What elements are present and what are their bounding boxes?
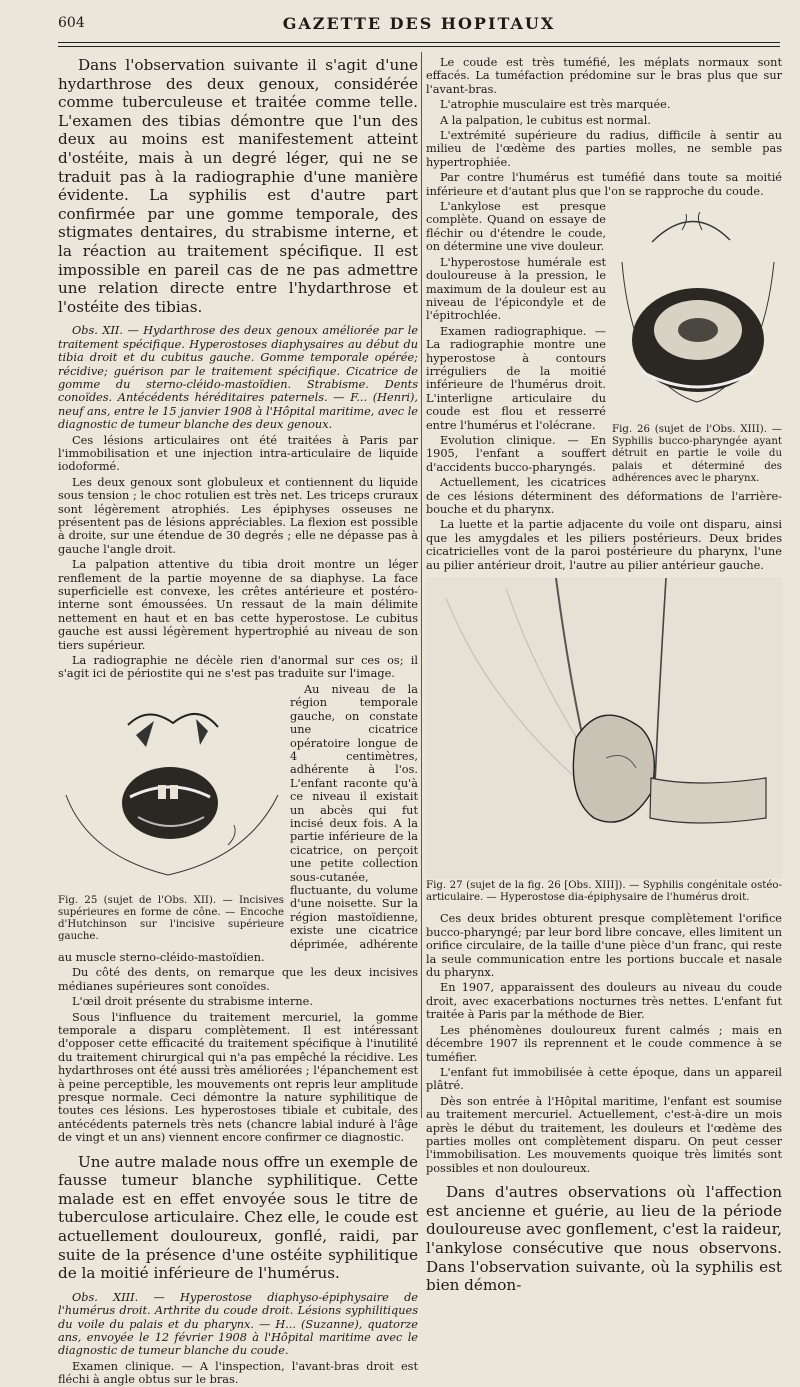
paragraph: L'enfant fut immobilisée à cette époque, dans un appareil plâtré. (426, 1065, 782, 1093)
paragraph: L'hyperostose humérale est douloureuse à la pression, le maximum de la douleur est au niveau de l'épicondyle et de l'épitrochlée. (426, 255, 606, 323)
right-column (426, 56, 782, 1295)
section-paragraph: Une autre malade nous offre un exemple de fausse tumeur blanche syphilitique. Cette malade est en effet envoyée sous le titre de tuberculose articulaire. Chez elle, le coude est actuellement douloureux, gonflé, raidi, par suite de la présence d'une ostéite syphilitique de la moitié inférieure de l'humérus. (58, 1152, 418, 1283)
paragraph: L'atrophie musculaire est très marquée. (440, 98, 671, 112)
intro-paragraph: Dans l'observation suivante il s'agit d'une hydarthrose des deux genoux, considérée comme tuberculeuse et traitée comme telle. L'examen des tibias démontre que l'un des deux au moins est manifestement atteint d'ostéite, mais à un degré léger, qui ne se traduit pas à la radiographie d'une manière évidente. La syphilis est d'autre part confirmée par une gomme temporale, des stigmates dentaires, du strabisme interne, et la réaction au traitement spécifique. Il est impossible en pareil cas de ne pas admettre une relation directe entre l'hydarthrose et l'ostéite des tibias. (58, 56, 418, 316)
left-column (58, 56, 418, 1387)
paragraph: Ces lésions articulaires ont été traitées à Paris par l'immobilisation et une injection intra-articulaire de liquide iodoformé. (58, 433, 418, 474)
paragraph: A la palpation, le cubitus est normal. (440, 113, 651, 127)
paragraph: Par contre l'humérus est tuméfié dans toute sa moitié inférieure et d'autant plus que l'on se rapproche du coude. (426, 171, 782, 198)
paragraph: Sous l'influence du traitement mercuriel, la gomme temporale a disparu complètement. Il est intéressant d'opposer cette efficacité du traitement spécifique à l'inutilité du traitement chirurgical qui n'a pas empêché la récidive. Les hydarthroses ont été aussi très améliorées ; l'épanchement est à peine perceptible, les mouvements ont repris leur amplitude presque normale. Ceci démontre la nature syphilitique de toutes ces lésions. Les hyperostoses tibiale et cubitale, des antécédents paternels très nets (chancre labial induré à l'âge de vingt et un ans) viennent encore confirmer ce diagnostic. (58, 1010, 418, 1145)
paragraph: Les deux genoux sont globuleux et contiennent du liquide sous tension ; le choc rotulien est très net. Les triceps cruraux sont légèrement atrophiés. Les épiphyses osseuses ne présentent pas de lésions appréciables. La flexion est possible à droite, sur une étendue de 30 degrés ; elle ne dépasse pas à gauche l'angle droit. (58, 475, 418, 556)
column-divider (421, 52, 422, 1118)
paragraph: Examen clinique. — A l'inspection, l'avant-bras droit est fléchi à angle obtus sur le bras. (58, 1359, 418, 1387)
obs-12-heading: Obs. XII. — Hydarthrose des deux genoux améliorée par le traitement spécifique. Hyperostoses diaphysaires au début du tibia droit et du cubitus gauche. Gomme temporale opérée; récidive; guérison par le traitement spécifique. Cicatrice de gomme du sterno-cléido-mastoïdien. Strabisme. Dents conoïdes. Antécédents héréditaires paternels. — F... (Henri), neuf ans, entre le 15 janvier 1908 à l'Hôpital maritime, avec le diagnostic de tumeur blanche des deux genoux. (58, 324, 418, 432)
paragraph: Le coude est très tuméfié, les méplats normaux sont effacés. La tuméfaction prédomine sur le bras plus que sur l'avant-bras. (426, 56, 782, 96)
page-number: 604 (58, 15, 85, 31)
header-rule-bottom (58, 46, 780, 47)
paragraph: Du côté des dents, on remarque que les deux incisives médianes supérieures sont conoïdes. (58, 966, 418, 993)
paragraph: L'extrémité supérieure du radius, difficile à sentir au milieu de l'œdème des parties molles, ne semble pas hypertrophiée. (426, 129, 782, 169)
paragraph: Dès son entrée à l'Hôpital maritime, l'enfant est soumise au traitement mercuriel. Actuellement, c'est-à-dire un mois après le début du traitement, les douleurs et l'œdème des parties molles ont complètement disparu. On peut cesser l'immobilisation. Les mouvements quoique très limités sont possibles et non douloureux. (426, 1094, 782, 1175)
figure-27-radiograph (426, 578, 782, 878)
paragraph: Evolution clinique. — En 1905, l'enfant a souffert d'accidents bucco-pharyngés. (426, 433, 606, 474)
paragraph: Examen radiographique. — La radiographie montre une hyperostose à contours irréguliers de la moitié inférieure de l'humérus droit. L'interligne articulaire du coude est flou et resserré entre l'humérus et l'olécrane. (426, 324, 606, 432)
paragraph: L'œil droit présente du strabisme interne. (72, 995, 313, 1009)
figure-26-drawing (612, 202, 782, 424)
figure-27 (426, 578, 782, 878)
paragraph: La radiographie ne décèle rien d'anormal sur ces os; il s'agit ici de périostite qui ne s'est pas traduite sur l'image. (58, 654, 418, 681)
figure-26-caption: Fig. 26 (sujet de l'Obs. XIII). — Syphilis bucco-pharyngée ayant détruit en partie le voile du palais et déterminé des adhérences avec le pharynx. (612, 424, 782, 484)
paragraph: Ces deux brides obturent presque complètement l'orifice bucco-pharyngé; par leur bord libre concave, elles limitent un orifice circulaire, de la taille d'une pièce d'un franc, qui reste la seule communication entre les portions buccale et nasale du pharynx. (426, 912, 782, 980)
obs-13-heading: Obs. XIII. — Hyperostose diaphyso-épiphysaire de l'humérus droit. Arthrite du coude droit. Lésions syphilitiques du voile du palais et du pharynx. — H... (Suzanne), quatorze ans, envoyée le 12 février 1908 à l'Hôpital maritime avec le diagnostic de tumeur blanche du coude. (58, 1290, 418, 1358)
figure-25-drawing (58, 685, 284, 895)
journal-title: GAZETTE DES HOPITAUX (282, 14, 556, 33)
figure-26 (612, 202, 782, 487)
paragraph: Les phénomènes douloureux furent calmés ; mais en décembre 1907 ils reprennent et le coude commence à se tuméfier. (426, 1023, 782, 1064)
header-rule-top (58, 42, 780, 43)
figure-25 (58, 685, 284, 945)
paragraph: En 1907, apparaissent des douleurs au niveau du coude droit, avec exacerbations nocturnes très nettes. L'enfant fut traitée à Paris par la méthode de Bier. (426, 981, 782, 1022)
section-paragraph: Dans d'autres observations où l'affection est ancienne et guérie, au lieu de la période douloureuse avec gonflement, c'est la raideur, l'ankylose consécutive que nous observons. Dans l'observation suivante, où la syphilis est bien démon- (426, 1183, 782, 1295)
figure-25-caption: Fig. 25 (sujet de l'Obs. XII). — Incisives supérieures en forme de cône. — Encoche d'Hutchinson sur l'incisive supérieure gauche. (58, 894, 284, 943)
paragraph: La luette et la partie adjacente du voile ont disparu, ainsi que les amygdales et les piliers postérieurs. Deux brides cicatricielles vont de la paroi postérieure du pharynx, l'une au pilier antérieur droit, l'autre au pilier antérieur gauche. (426, 518, 782, 572)
paragraph: La palpation attentive du tibia droit montre un léger renflement de la partie moyenne de sa diaphyse. La face superficielle est convexe, les crêtes antérieure et postéro-interne sont émoussées. Un ressaut de la main délimite nettement en haut et en bas cette hyperostose. Le cubitus gauche est aussi légèrement hypertrophié au niveau de son tiers supérieur. (58, 558, 418, 652)
figure-27-caption: Fig. 27 (sujet de la fig. 26 [Obs. XIII]). — Syphilis congénitale ostéo-articulaire. — Hyperostose dia-épiphysaire de l'humérus droit. (426, 880, 782, 904)
paragraph: Au niveau de la région temporale gauche, on constate une cicatrice opératoire longue de 4 centimètres, adhérente à l'os. L'enfant raconte qu'à ce niveau il existait un abcès qui fut incisé deux fois. A la partie inférieure de la cicatrice, on perçoit une petite collection sous-cutanée, fluctuante, du volume d'une noisette. Sur la région mastoïdienne, existe une cicatrice déprimée, adhérente au muscle sterno-cléido-mastoïdien. (58, 682, 418, 964)
paragraph: Actuellement, les cicatrices de ces lésions déterminent des déformations de l'arrière-bouche et du pharynx. (426, 476, 782, 516)
running-header (58, 12, 780, 38)
paragraph: L'ankylose est presque complète. Quand on essaye de fléchir ou d'étendre le coude, on détermine une vive douleur. (426, 200, 606, 254)
